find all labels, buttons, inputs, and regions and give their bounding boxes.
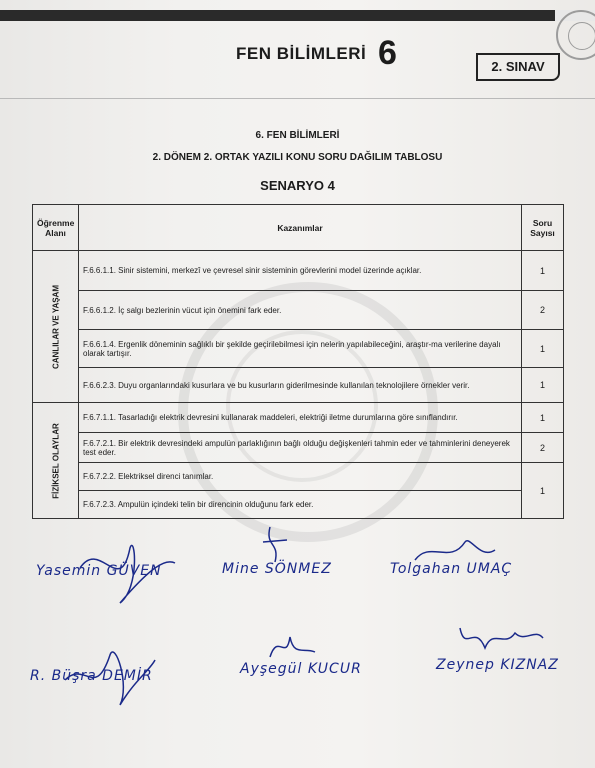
header-area: Öğrenme Alanı (33, 205, 79, 251)
area-cell: FİZİKSEL OLAYLAR (33, 403, 79, 519)
doc-title-2: 2. DÖNEM 2. ORTAK YAZILI KONU SORU DAĞILIM TABLOSU (152, 152, 443, 163)
header-divider (0, 98, 595, 99)
subject-title: FEN BİLİMLERİ (236, 44, 367, 63)
table-row (33, 330, 564, 368)
table-row (33, 433, 564, 463)
outcome-text: F.6.7.2.3. Ampulün içindeki telin bir direncinin olduğunu fark eder. (79, 491, 522, 519)
signature-scribble-icon (260, 627, 320, 667)
signature: Yasemin GÜVEN (36, 563, 162, 579)
signature-scribble-icon (455, 618, 545, 658)
table-row (33, 251, 564, 291)
question-count: 1 (522, 403, 564, 433)
doc-title-1: 6. FEN BİLİMLERİ (255, 130, 340, 141)
question-count: 1 (522, 251, 564, 291)
signature-scribble-icon (55, 630, 165, 710)
outcome-text: F.6.6.1.1. Sinir sistemini, merkezî ve çevresel sinir sisteminin görevlerini model üzerinde açıklar. (79, 251, 522, 291)
header-bar (0, 10, 595, 21)
outcome-text: F.6.7.2.1. Bir elektrik devresindeki ampulün parlaklığının bağlı olduğu değişkenleri tahmin eder ve tahminlerini deneyerek test eder. (79, 433, 522, 463)
question-count: 1 (522, 368, 564, 403)
signature-scribble-icon (255, 522, 295, 567)
question-count: 1 (522, 330, 564, 368)
scenario-title: SENARYO 4 (260, 178, 335, 193)
header-count: Soru Sayısı (522, 205, 564, 251)
signature-scribble-icon (410, 530, 500, 570)
distribution-table (32, 204, 564, 519)
table-row (33, 491, 564, 519)
signature: Tolgahan UMAÇ (390, 561, 513, 577)
signature: Zeynep KIZNAZ (436, 657, 559, 673)
signature: Ayşegül KUCUR (240, 661, 362, 677)
header-outcomes: Kazanımlar (79, 205, 522, 251)
area-cell: CANLILAR VE YAŞAM (33, 251, 79, 403)
question-count: 1 (522, 463, 564, 519)
outcome-text: F.6.6.1.4. Ergenlik döneminin sağlıklı bir şekilde geçirilebilmesi için nelerin yapılabileceğini, araştır-ma verilerine dayalı olarak tartışır. (79, 330, 522, 368)
signature: Mine SÖNMEZ (222, 561, 332, 577)
outcome-text: F.6.7.1.1. Tasarladığı elektrik devresini kullanarak maddeleri, elektriği iletme durumlarına göre sınıflandırır. (79, 403, 522, 433)
ministry-seal-icon (556, 10, 595, 60)
table-row (33, 463, 564, 491)
table-row (33, 403, 564, 433)
outcome-text: F.6.6.2.3. Duyu organlarındaki kusurlara ve bu kusurların giderilmesinde kullanılan teknolojilere örnekler verir. (79, 368, 522, 403)
table-row (33, 291, 564, 330)
question-count: 2 (522, 291, 564, 330)
exam-badge: 2. SINAV (476, 53, 560, 81)
signature: R. Büşra DEMİR (30, 668, 153, 684)
signature-scribble-icon (70, 528, 180, 608)
question-count: 2 (522, 433, 564, 463)
outcome-text: F.6.7.2.2. Elektriksel direnci tanımlar. (79, 463, 522, 491)
table-row (33, 368, 564, 403)
grade-number: 6 (378, 34, 397, 72)
outcome-text: F.6.6.1.2. İç salgı bezlerinin vücut için önemini fark eder. (79, 291, 522, 330)
